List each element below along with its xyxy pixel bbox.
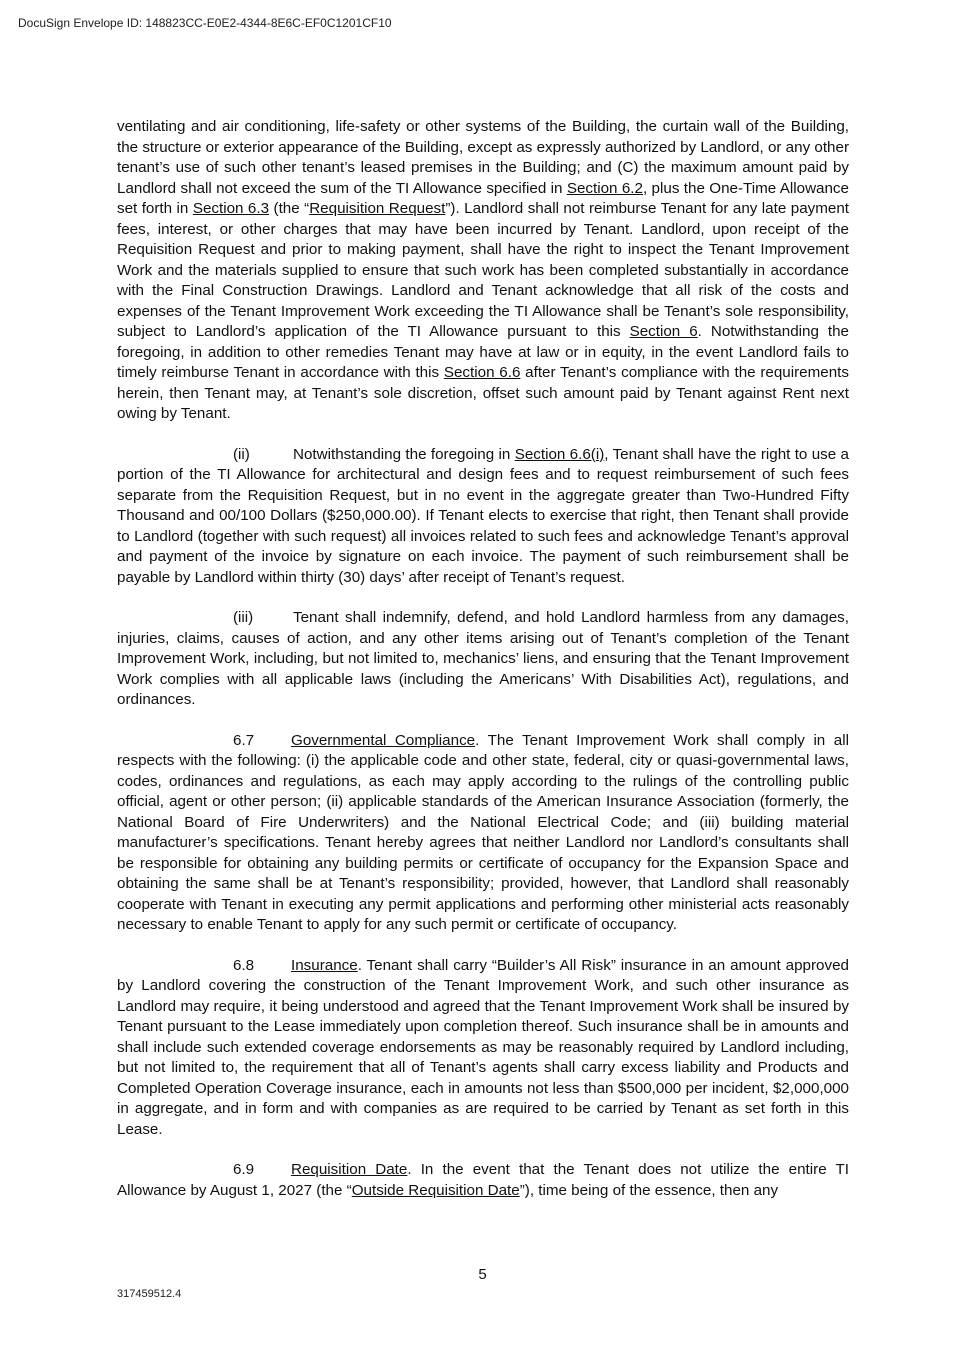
subsection-number: (ii) — [233, 445, 250, 463]
section-reference: Section 6.6 — [443, 364, 521, 381]
defined-term: Requisition Request — [309, 200, 446, 217]
section-heading: Insurance — [291, 956, 358, 974]
section-heading: Requisition Date — [291, 1161, 408, 1178]
section-reference: Section 6 — [629, 323, 698, 340]
paragraph-subsection-ii — [117, 445, 849, 589]
text-run: after Tenant’s compliance with the requirements herein, then Tenant may, at Tenant’s sole discretion, offset such amount paid by Tenant against Rent next owing by Tenant. — [117, 364, 849, 422]
text-run: . Notwithstanding the foregoing, in addition to other remedies Tenant may have at law or in equity, in the event Landlord fails to timely reimburse Tenant in accordance with this — [117, 323, 849, 381]
document-number: 317459512.4 — [117, 1288, 182, 1300]
section-6-7 — [117, 731, 849, 936]
section-6-9 — [117, 1160, 849, 1201]
section-number: 6.8 — [233, 956, 255, 974]
section-6-8 — [117, 956, 849, 1141]
defined-term: Outside Requisition Date — [351, 1181, 520, 1199]
section-reference: Section 6.3 — [192, 200, 270, 217]
text-run: . Tenant shall carry “Builder’s All Risk” insurance in an amount approved by Landlord covering the construction of the Tenant Improvement Work, and such other insurance as Landlord may require, it being understood and agreed that the Tenant Improvement Work shall be insured by Tenant pursuant to the Lease immediately upon completion thereof. Such insurance shall be in amounts and shall include such extended coverage endorsements as may be reasonably required by Landlord including, but not limited to, the requirement that all of Tenant’s agents shall carry excess liability and Products and Completed Operation Coverage insurance, each in amounts not less than $500,000 per incident, $2,000,000 in aggregate, and in form and with companies as are required to be carried by Tenant as set forth in this Lease. — [117, 956, 849, 1138]
paragraph-continuation — [117, 117, 849, 425]
text-run: , plus the One-Time Allowance set forth in — [117, 179, 849, 217]
section-number: 6.9 — [233, 1161, 255, 1178]
text-run: Notwithstanding the foregoing in — [293, 445, 515, 463]
text-run: , Tenant shall have the right to use a portion of the TI Allowance for architectural and design fees and to request reimbursement of such fees separate from the Requisition Request, but in no event in the aggregate greater than Two-Hundred Fifty Thousand and 00/100 Dollars ($250,000.00). If Tenant elects to exercise that right, then Tenant shall provide to Landlord (together with such request) all invoices related to such fees and acknowledge Tenant’s approval and payment of the invoice by signature on each invoice. The payment of such reimbursement shall be payable by Landlord within thirty (30) days’ after receipt of Tenant’s request. — [117, 445, 849, 586]
text-run: ventilating and air conditioning, life-safety or other systems of the Building, the curtain wall of the Building, the structure or exterior appearance of the Building, except as expressly authorized by Landlord, or any other tenant’s use of such other tenant’s leased premises in the Building; and (C) the maximum amount paid by Landlord shall not exceed the sum of the TI Allowance specified in — [117, 118, 849, 197]
section-reference: Section 6.6(i) — [514, 445, 605, 463]
document-body — [117, 117, 849, 1221]
section-reference: Section 6.2 — [566, 179, 643, 197]
docusign-envelope-id: DocuSign Envelope ID: 148823CC-E0E2-4344-8E6C-EF0C1201CF10 — [18, 16, 392, 30]
text-run: . The Tenant Improvement Work shall comply in all respects with the following: (i) the applicable code and other state, federal, city or quasi-governmental laws, codes, ordinances and regulations, as each may apply according to the rulings of the controlling public official, agent or other person; (ii) applicable standards of the American Insurance Association (formerly, the National Board of Fire Underwriters) and the National Electrical Code; and (iii) building material manufacturer’s specifications. Tenant hereby agrees that neither Landlord nor Landlord’s consultants shall be responsible for obtaining any building permits or certificate of occupancy for the Expansion Space and obtaining the same shall be at Tenant’s responsibility; provided, however, that Landlord shall reasonably cooperate with Tenant in executing any permit applications and performing other ministerial acts reasonably necessary to enable Tenant to apply for any such permit or certificate of occupancy. — [117, 731, 849, 933]
paragraph-subsection-iii — [117, 608, 849, 711]
text-run: . In the event that the Tenant does not utilize the entire TI Allowance by August 1, 2027 (the “ — [117, 1161, 850, 1199]
page-number: 5 — [478, 1266, 487, 1283]
section-heading: Governmental Compliance — [291, 731, 476, 749]
section-number: 6.7 — [233, 731, 255, 749]
text-run: ”), time being of the essence, then any — [519, 1181, 779, 1199]
text-run: Tenant shall indemnify, defend, and hold Landlord harmless from any damages, injuries, claims, causes of action, and any other items arising out of Tenant’s completion of the Tenant Improvement Work, including, but not limited to, mechanics’ liens, and ensuring that the Tenant Improvement Work complies with all applicable laws (including the Americans’ With Disabilities Act), regulations, and ordinances. — [117, 609, 849, 708]
text-run: ”). Landlord shall not reimburse Tenant for any late payment fees, interest, or other charges that may have been incurred by Tenant. Landlord, upon receipt of the Requisition Request and prior to making payment, shall have the right to inspect the Tenant Improvement Work and the materials supplied to ensure that such work has been completed substantially in accordance with the Final Construction Drawings. Landlord and Tenant acknowledge that all risk of the costs and expenses of the Tenant Improvement Work exceeding the TI Allowance shall be Tenant’s sole responsibility, subject to Landlord’s application of the TI Allowance pursuant to this — [117, 200, 849, 340]
subsection-number: (iii) — [233, 609, 254, 626]
text-run: (the “ — [269, 200, 310, 217]
